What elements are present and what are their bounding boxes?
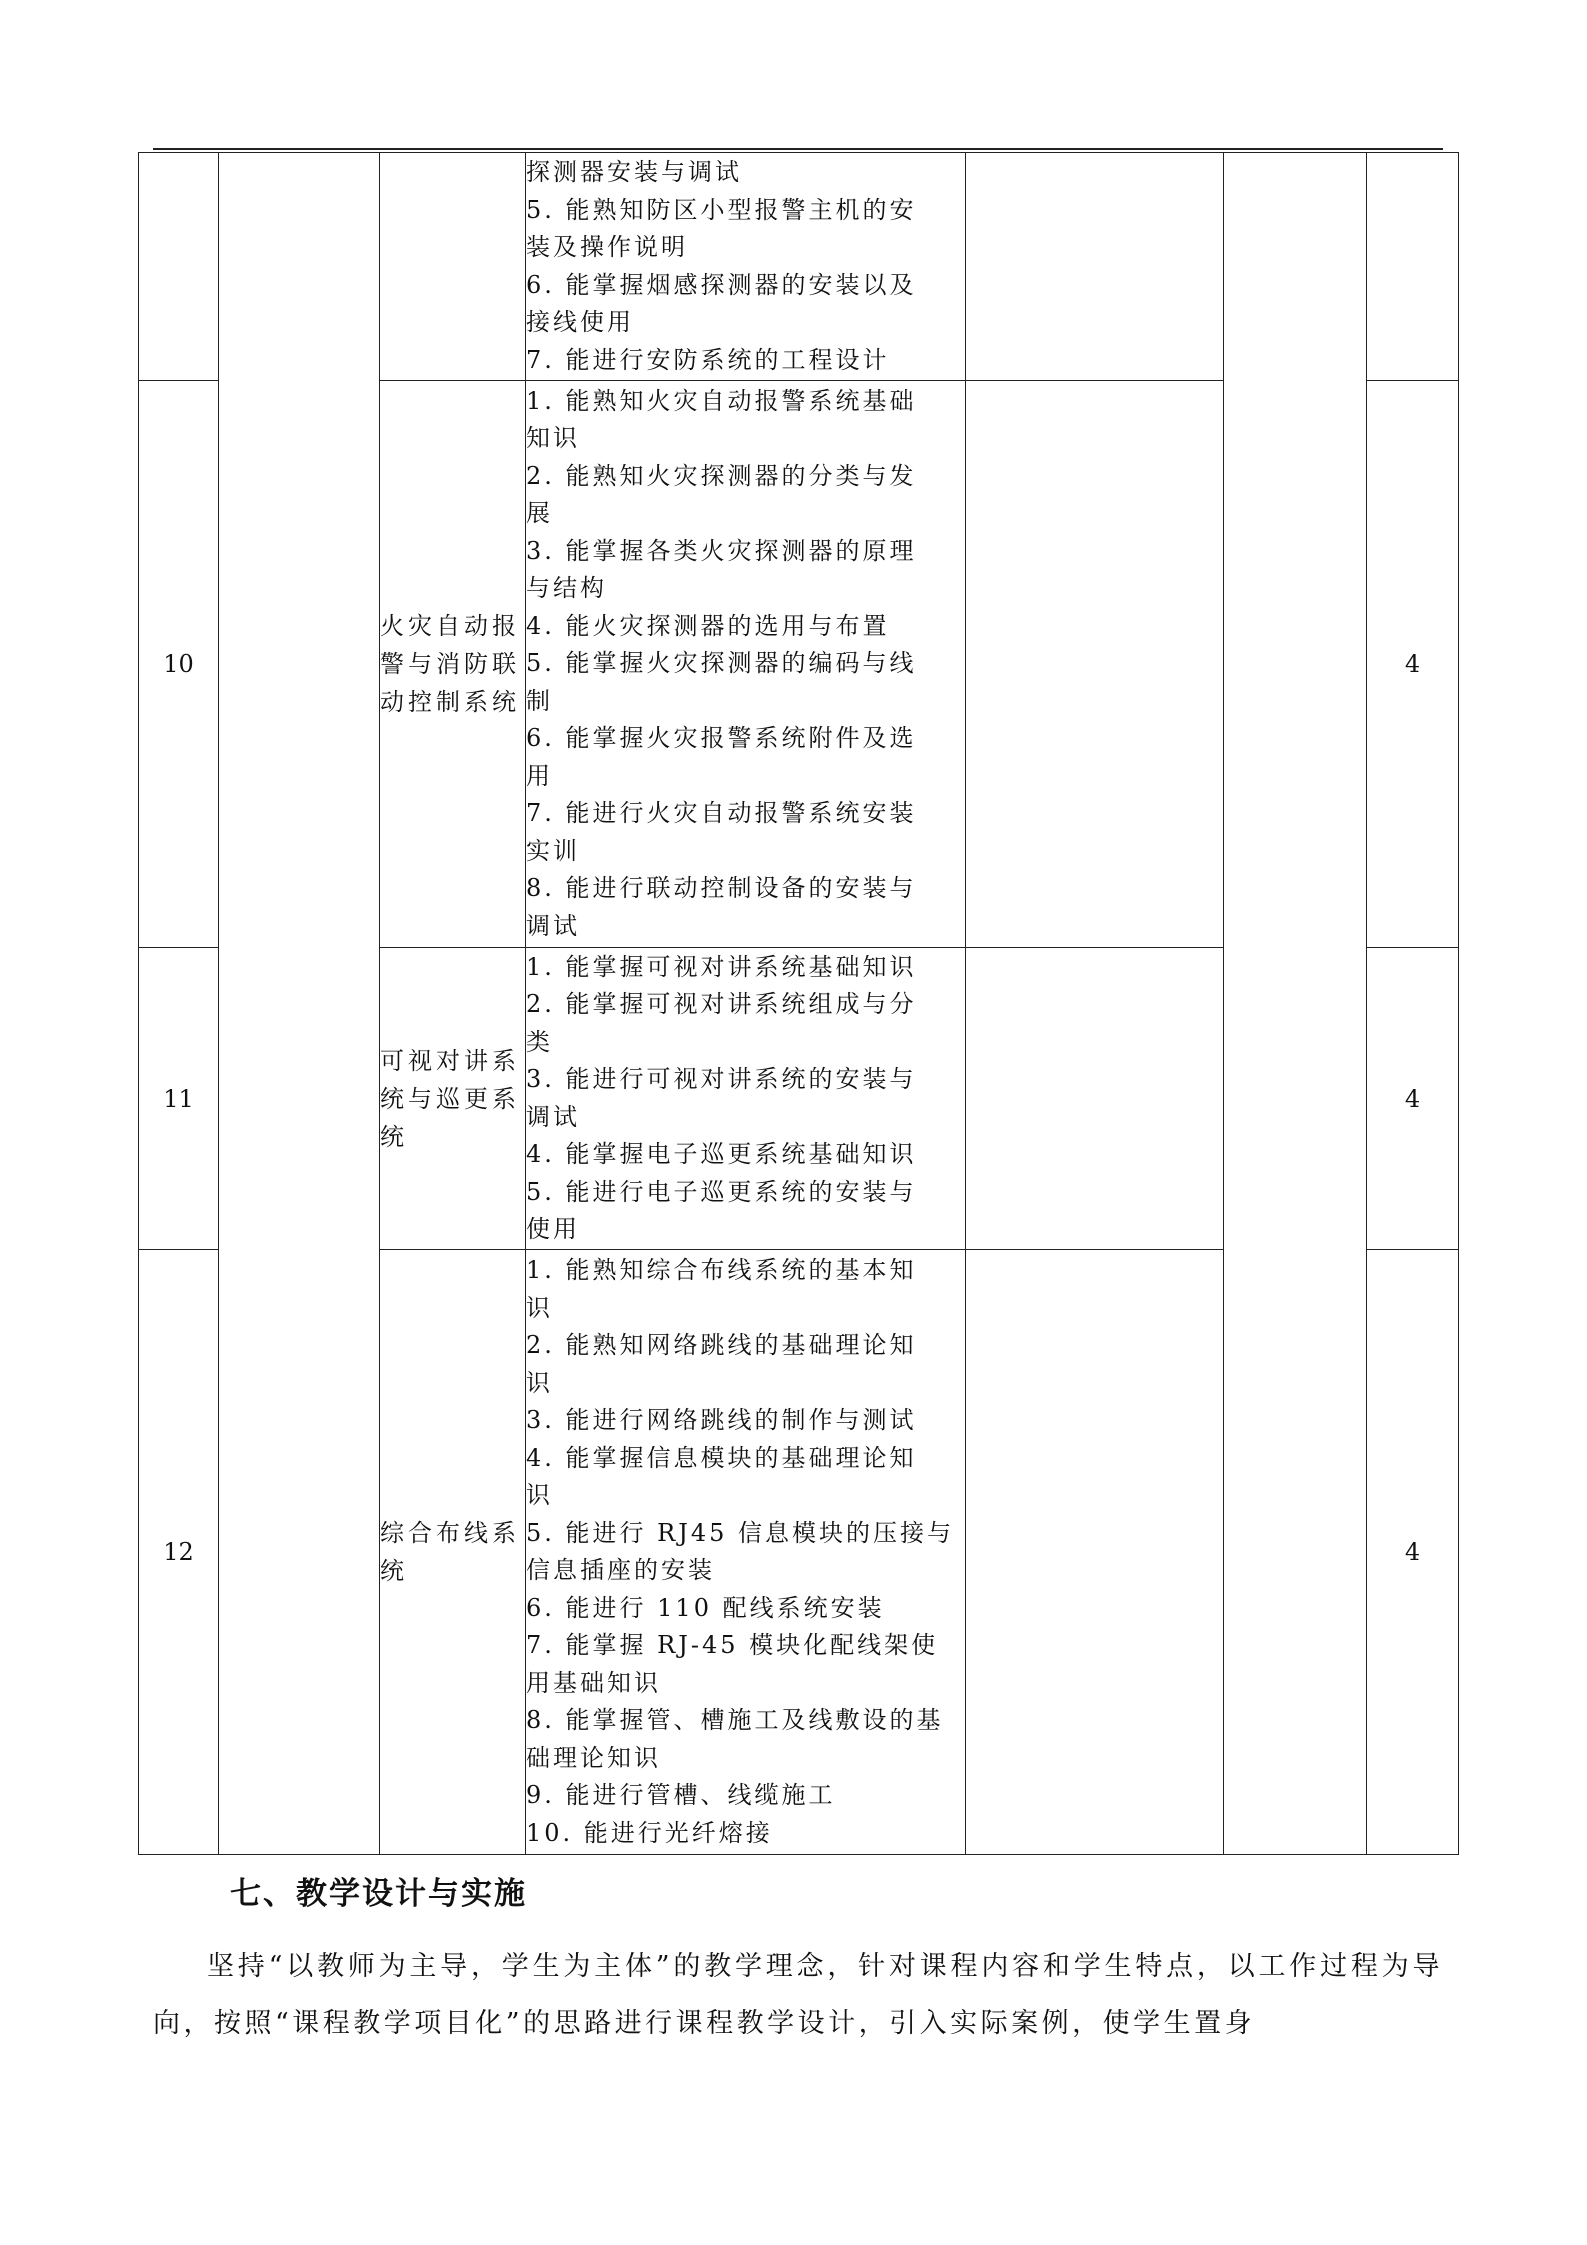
row-number-cell: 10 [139,381,219,948]
learning-item: 用基础知识 [526,1668,661,1697]
learning-item: 10. 能进行光纤熔接 [526,1818,773,1847]
page-header-rule [153,148,1443,150]
learning-item: 7. 能掌握 RJ-45 模块化配线架使 [526,1631,939,1659]
table-row [139,153,1459,381]
learning-item: 6. 能掌握烟感探测器的安装以及 [526,270,917,299]
learning-item: 1. 能熟知火灾自动报警系统基础 [526,386,917,415]
learning-item: 知识 [526,424,580,453]
learning-item: 9. 能进行管槽、线缆施工 [526,1781,836,1809]
learning-item: 6. 能掌握火灾报警系统附件及选 [526,724,917,753]
learning-items-cell [526,1250,966,1855]
empty-cell [966,153,1224,381]
learning-item: 础理论知识 [526,1743,661,1772]
learning-item: 调试 [526,911,580,940]
row-number-cell: 11 [139,948,219,1250]
hours-cell: 4 [1367,381,1459,948]
learning-item: 5. 能熟知防区小型报警主机的安 [526,195,917,224]
learning-item: 7. 能进行安防系统的工程设计 [526,345,890,374]
learning-item: 展 [526,499,553,528]
learning-item: 5. 能进行 RJ45 信息模块的压接与 [526,1518,955,1547]
learning-item: 2. 能掌握可视对讲系统组成与分 [526,990,917,1018]
topic-cell: 可视对讲系统与巡更系统 [380,948,526,1250]
topic-cell: 综合布线系统 [380,1250,526,1855]
topic-cell [380,153,526,381]
learning-item: 3. 能掌握各类火灾探测器的原理 [526,536,917,565]
hours-cell: 4 [1367,1250,1459,1855]
learning-item: 实训 [526,836,580,865]
learning-item: 接线使用 [526,308,634,336]
learning-item: 3. 能进行网络跳线的制作与测试 [526,1406,917,1434]
learning-item: 3. 能进行可视对讲系统的安装与 [526,1065,917,1093]
learning-item: 1. 能掌握可视对讲系统基础知识 [526,952,917,981]
learning-items-cell [526,381,966,948]
learning-item: 5. 能掌握火灾探测器的编码与线 [526,649,917,678]
learning-item: 用 [526,761,553,790]
learning-item: 探测器安装与调试 [526,158,742,186]
learning-item: 制 [526,686,553,715]
learning-item: 信息插座的安装 [526,1556,715,1584]
row-number-cell [139,153,219,381]
learning-item: 识 [526,1368,553,1397]
learning-item: 4. 能掌握电子巡更系统基础知识 [526,1140,917,1168]
learning-items-cell [526,153,966,381]
learning-item: 4. 能火灾探测器的选用与布置 [526,611,890,640]
learning-item: 识 [526,1481,553,1509]
learning-item: 2. 能熟知火灾探测器的分类与发 [526,461,917,490]
learning-item: 5. 能进行电子巡更系统的安装与 [526,1177,917,1206]
module-cell [219,153,380,1855]
empty-cell [966,381,1224,948]
learning-item: 8. 能进行联动控制设备的安装与 [526,874,917,903]
empty-cell [966,1250,1224,1855]
learning-items-cell [526,948,966,1250]
row-number-cell: 12 [139,1250,219,1855]
learning-item: 类 [526,1027,553,1056]
learning-item: 使用 [526,1215,580,1243]
learning-item: 7. 能进行火灾自动报警系统安装 [526,799,917,828]
course-content-table [138,152,1459,1855]
section-heading: 七、教学设计与实施 [230,1876,527,1912]
learning-item: 1. 能熟知综合布线系统的基本知 [526,1256,917,1284]
learning-item: 调试 [526,1102,580,1131]
empty-cell [966,948,1224,1250]
learning-item: 与结构 [526,574,607,603]
learning-item: 8. 能掌握管、槽施工及线敷设的基 [526,1706,944,1734]
hours-cell [1367,153,1459,381]
learning-item: 识 [526,1293,553,1322]
topic-cell: 火灾自动报警与消防联动控制系统 [380,381,526,948]
learning-item: 装及操作说明 [526,233,688,261]
body-paragraph: 坚持“以教师为主导，学生为主体”的教学理念，针对课程内容和学生特点，以工作过程为导向，按照“课程教学项目化”的思路进行课程教学设计，引入实际案例，使学生置身 [153,1951,1443,2039]
learning-item: 6. 能进行 110 配线系统安装 [526,1593,885,1622]
hours-cell: 4 [1367,948,1459,1250]
empty-cell [1224,153,1367,1855]
learning-item: 4. 能掌握信息模块的基础理论知 [526,1443,917,1472]
learning-item: 2. 能熟知网络跳线的基础理论知 [526,1331,917,1359]
